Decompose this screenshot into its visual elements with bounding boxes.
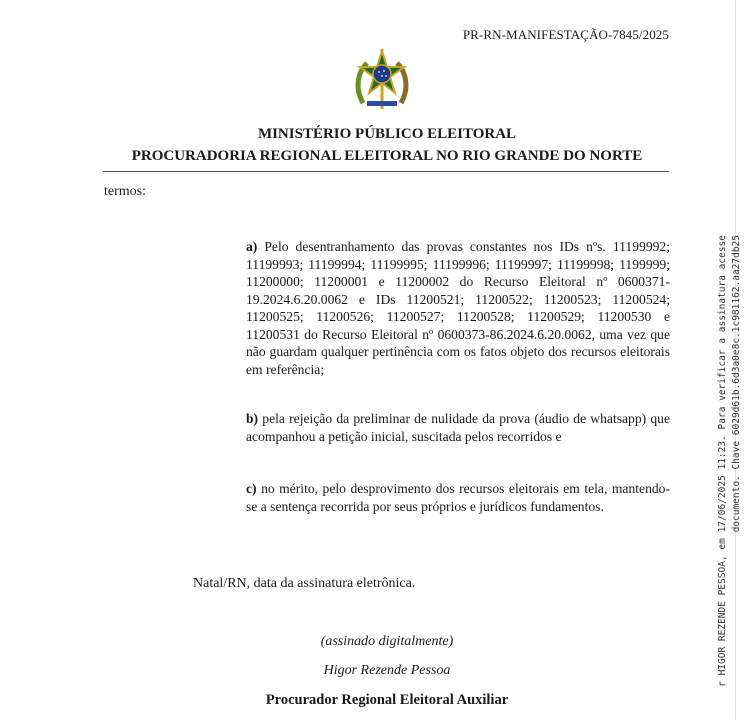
verification-line-2: documento. Chave 6029d61b.6d3a0e8c.1c981162.aa27db25 xyxy=(731,235,742,533)
item-label: b) xyxy=(246,411,259,426)
intro-text: termos: xyxy=(104,184,146,199)
coat-of-arms-emblem xyxy=(353,45,411,113)
item-text: Pelo desentranhamento das provas constantes nos IDs nºs. 11199992; 11199993; 11199994; 11199995; 11199996; 11199997; 11199998; 1199999; 11200000; 11200001 e 11200002 do Recurso Eleitoral nº 0600371-19.2024.6.20.0062 e IDs 11200521; 11200522; 11200523; 11200524; 11200525; 11200526; 11200527; 11200528; 11200529; 11200530 e 11200531 do Recurso Eleitoral nº 0600373-86.2024.6.20.0062, uma vez que não guardam qualquer pertinência com os fatos objeto dos recursos eleitorais em referência; xyxy=(246,239,670,377)
request-item-b xyxy=(246,410,670,445)
request-list xyxy=(246,238,670,515)
verification-line-1: r HIGOR REZENDE PESSOA, em 17/06/2025 11:23. Para verificar a assinatura acesse xyxy=(717,235,728,687)
organization-subunit: PROCURADORIA REGIONAL ELEITORAL NO RIO GRANDE DO NORTE xyxy=(131,148,643,164)
header-divider xyxy=(103,171,669,172)
closing-place-date: Natal/RN, data da assinatura eletrônica. xyxy=(193,576,416,591)
digital-signature-verification-note xyxy=(716,235,744,720)
item-label: c) xyxy=(246,481,257,496)
item-text: no mérito, pelo desprovimento dos recursos eleitorais em tela, mantendo-se a sentença recorrida por seus próprios e jurídicos fundamentos. xyxy=(246,481,670,514)
signer-title: Procurador Regional Eleitoral Auxiliar xyxy=(265,692,509,708)
request-item-c xyxy=(246,480,670,515)
document-id: PR-RN-MANIFESTAÇÃO-7845/2025 xyxy=(462,27,669,42)
request-item-a xyxy=(246,238,670,378)
organization-name: MINISTÉRIO PÚBLICO ELEITORAL xyxy=(257,126,517,142)
item-text: pela rejeição da preliminar de nulidade da prova (áudio de whatsapp) que acompanhou a petição inicial, suscitada pelos recorridos e xyxy=(246,411,670,444)
signer-name: Higor Rezende Pessoa xyxy=(323,663,451,678)
item-label: a) xyxy=(246,239,258,254)
signature-note: (assinado digitalmente) xyxy=(320,634,454,649)
